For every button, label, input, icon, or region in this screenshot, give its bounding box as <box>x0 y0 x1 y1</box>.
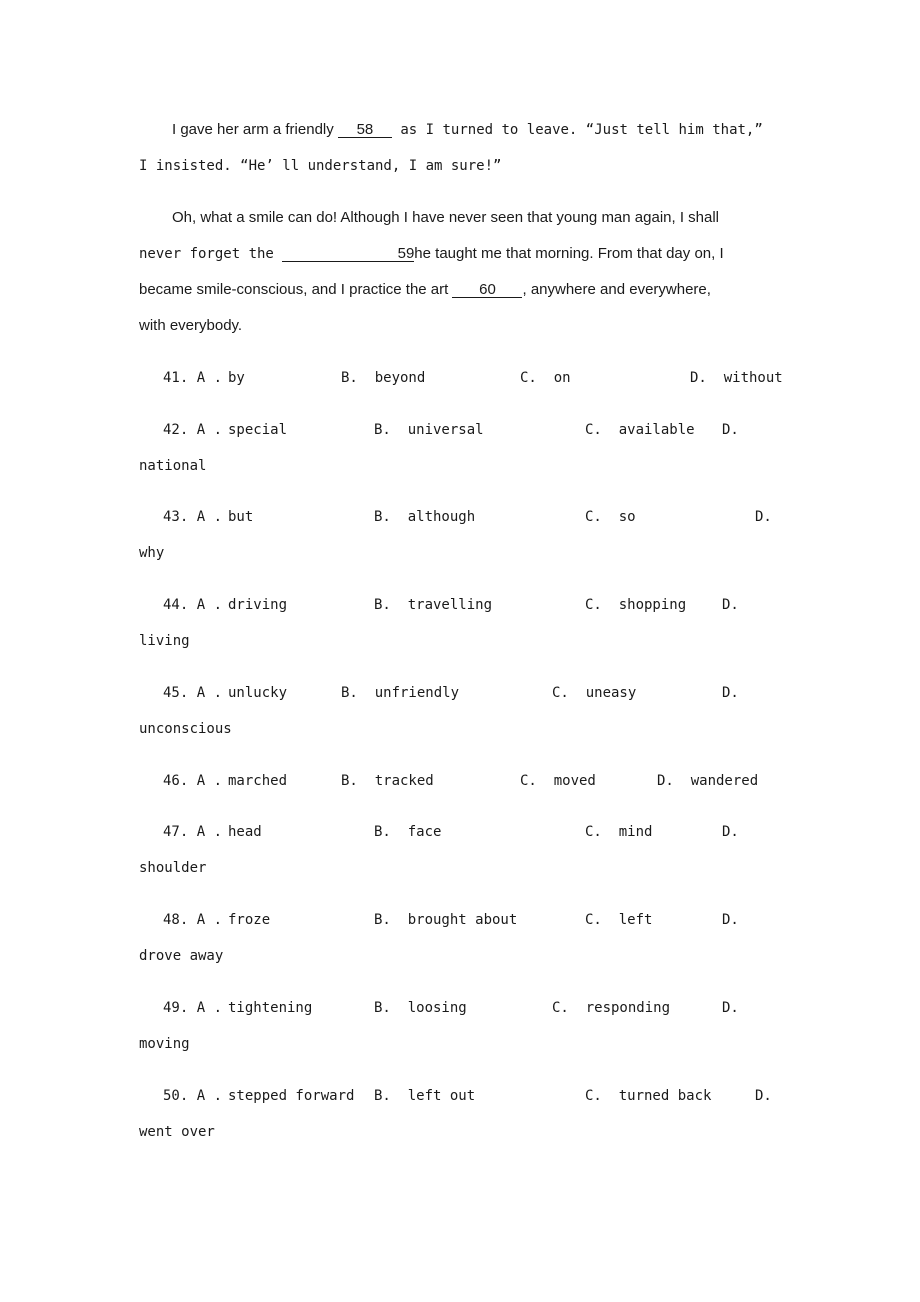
option-d-text: drove away <box>139 948 224 964</box>
passage-text: with everybody. <box>139 317 243 334</box>
option-d-text: shoulder <box>139 860 207 876</box>
option-d-text: living <box>139 633 190 649</box>
option-b: B. tracked <box>341 773 434 789</box>
option-d: D. without <box>690 370 783 386</box>
passage-text: I insisted. “He’ ll understand, I am sure!” <box>139 158 502 174</box>
option-c: C. mind <box>585 824 653 840</box>
option-d: D. <box>722 685 739 701</box>
option-b: B. although <box>374 509 476 525</box>
blank-58: 58 <box>338 122 392 138</box>
passage-line-4 <box>139 245 724 263</box>
passage-text: , anywhere and everywhere, <box>522 281 711 298</box>
option-a: but <box>228 509 254 525</box>
option-d: D. wandered <box>657 773 759 789</box>
question-number: 43. A . <box>163 509 223 525</box>
option-c: C. available <box>585 422 695 438</box>
option-c: C. uneasy <box>552 685 637 701</box>
option-a: stepped forward <box>228 1088 355 1104</box>
blank-60: 60 <box>452 282 522 298</box>
option-c: C. responding <box>552 1000 671 1016</box>
option-d-text: why <box>139 545 165 561</box>
option-b: B. face <box>374 824 442 840</box>
option-c: C. turned back <box>585 1088 712 1104</box>
option-b: B. brought about <box>374 912 518 928</box>
question-number: 45. A . <box>163 685 223 701</box>
option-d: D. <box>722 912 739 928</box>
option-b: B. unfriendly <box>341 685 460 701</box>
option-c: C. on <box>520 370 571 386</box>
option-a: special <box>228 422 288 438</box>
option-d: D. <box>722 1000 739 1016</box>
option-d-text: national <box>139 458 207 474</box>
option-d: D. <box>722 824 739 840</box>
passage-text: he taught me that morning. From that day on, I <box>414 245 724 262</box>
option-d-text: went over <box>139 1124 215 1140</box>
passage-line-2 <box>139 157 501 175</box>
option-d-text: moving <box>139 1036 190 1052</box>
passage-text: I gave her arm a friendly <box>172 121 338 138</box>
passage-line-6 <box>139 317 242 335</box>
passage-text: never forget the <box>139 246 283 262</box>
option-d: D. <box>722 597 739 613</box>
blank-59: 59 <box>282 246 414 262</box>
option-d: D. <box>755 1088 772 1104</box>
option-c: C. shopping <box>585 597 687 613</box>
option-a: driving <box>228 597 288 613</box>
option-c: C. moved <box>520 773 596 789</box>
option-a: marched <box>228 773 288 789</box>
question-number: 48. A . <box>163 912 223 928</box>
option-b: B. universal <box>374 422 484 438</box>
option-d: D. <box>755 509 772 525</box>
passage-text: became smile-conscious, and I practice the art <box>139 281 453 298</box>
option-b: B. left out <box>374 1088 476 1104</box>
option-a: tightening <box>228 1000 313 1016</box>
option-c: C. left <box>585 912 653 928</box>
option-a: by <box>228 370 245 386</box>
passage-text: as I turned to leave. “Just tell him that,” <box>391 122 763 138</box>
option-b: B. travelling <box>374 597 493 613</box>
option-d: D. <box>722 422 739 438</box>
option-a: froze <box>228 912 271 928</box>
question-number: 49. A . <box>163 1000 223 1016</box>
question-number: 50. A . <box>163 1088 223 1104</box>
option-b: B. beyond <box>341 370 426 386</box>
passage-line-5 <box>139 281 711 299</box>
option-a: head <box>228 824 262 840</box>
passage-text: Oh, what a smile can do! Although I have never seen that young man again, I shall <box>172 209 720 226</box>
question-number: 42. A . <box>163 422 223 438</box>
option-d-text: unconscious <box>139 721 232 737</box>
question-number: 47. A . <box>163 824 223 840</box>
option-c: C. so <box>585 509 636 525</box>
option-a: unlucky <box>228 685 288 701</box>
question-number: 44. A . <box>163 597 223 613</box>
question-number: 41. A . <box>163 370 223 386</box>
passage-line-1 <box>172 121 763 139</box>
option-b: B. loosing <box>374 1000 467 1016</box>
question-number: 46. A . <box>163 773 223 789</box>
passage-line-3 <box>172 209 719 227</box>
